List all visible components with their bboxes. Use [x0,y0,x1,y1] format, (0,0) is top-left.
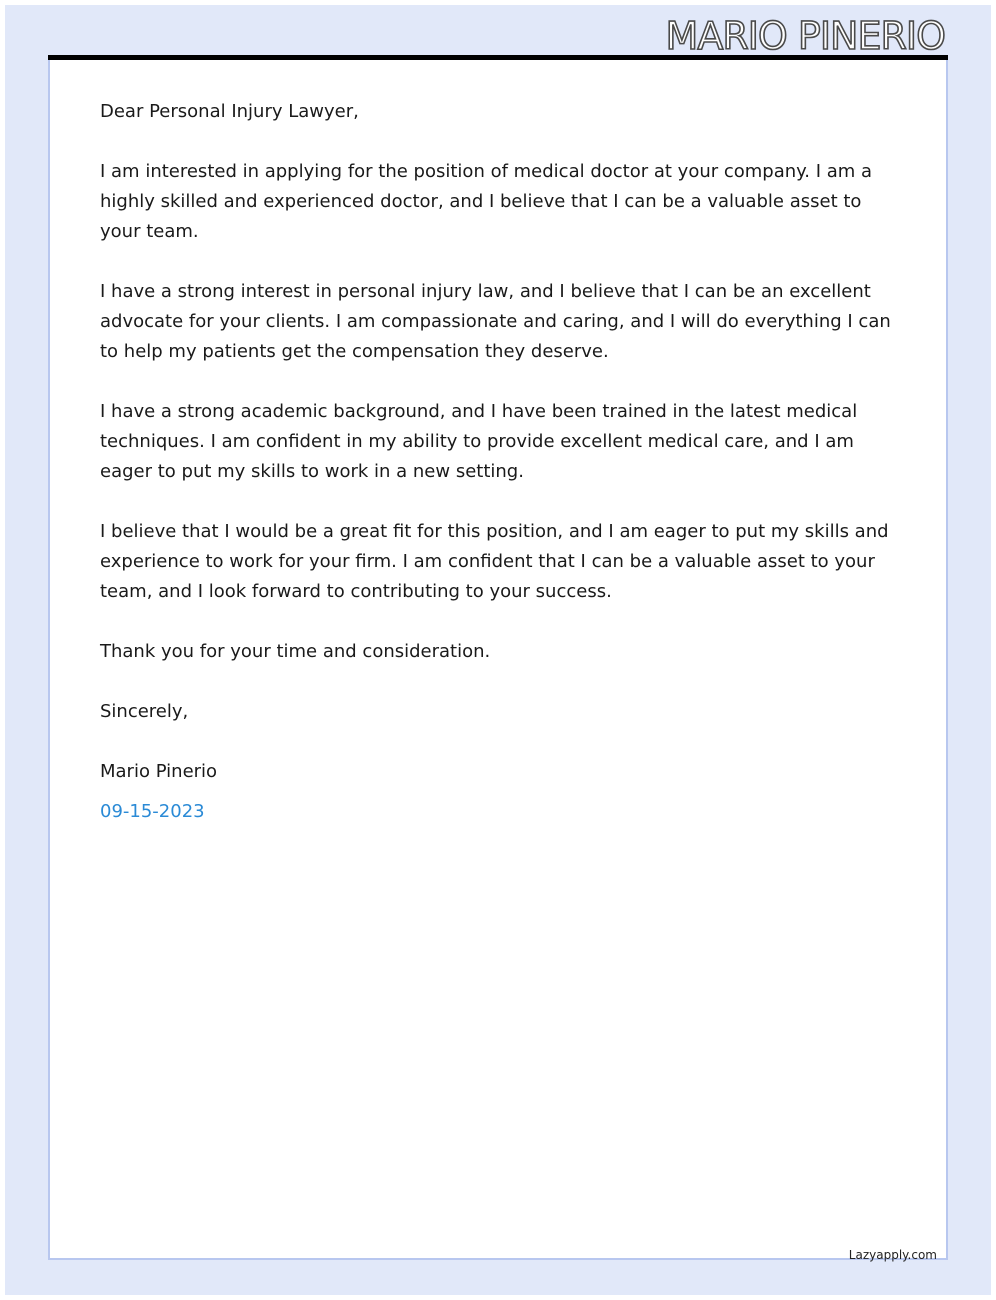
letter-body [100,97,900,827]
thanks-line: Thank you for your time and consideration. [100,641,491,662]
signature-name: Mario Pinerio [100,761,218,782]
header-name: MARIO PINERIO [665,14,945,58]
salutation: Dear Personal Injury Lawyer, [100,101,359,122]
paragraph-2: I have a strong interest in personal injury law, and I believe that I can be an excellent advocate for your clients. I am compassionate and caring, and I will do everything I can to help my patients get the compensation they deserve. [100,281,891,362]
letter-date: 09-15-2023 [100,801,205,822]
paragraph-1: I am interested in applying for the position of medical doctor at your company. I am a highly skilled and experienced doctor, and I believe that I can be a valuable asset to your team. [100,161,873,242]
closing: Sincerely, [100,701,189,722]
footer-watermark: Lazyapply.com [848,1248,937,1262]
paragraph-3: I have a strong academic background, and I have been trained in the latest medical techniques. I am confident in my ability to provide excellent medical care, and I am eager to put my skills to work in a new setting. [100,401,858,482]
paragraph-4: I believe that I would be a great fit for this position, and I am eager to put my skills and experience to work for your firm. I am confident that I can be a valuable asset to your team, and I look forward to contributing to your success. [100,521,889,602]
